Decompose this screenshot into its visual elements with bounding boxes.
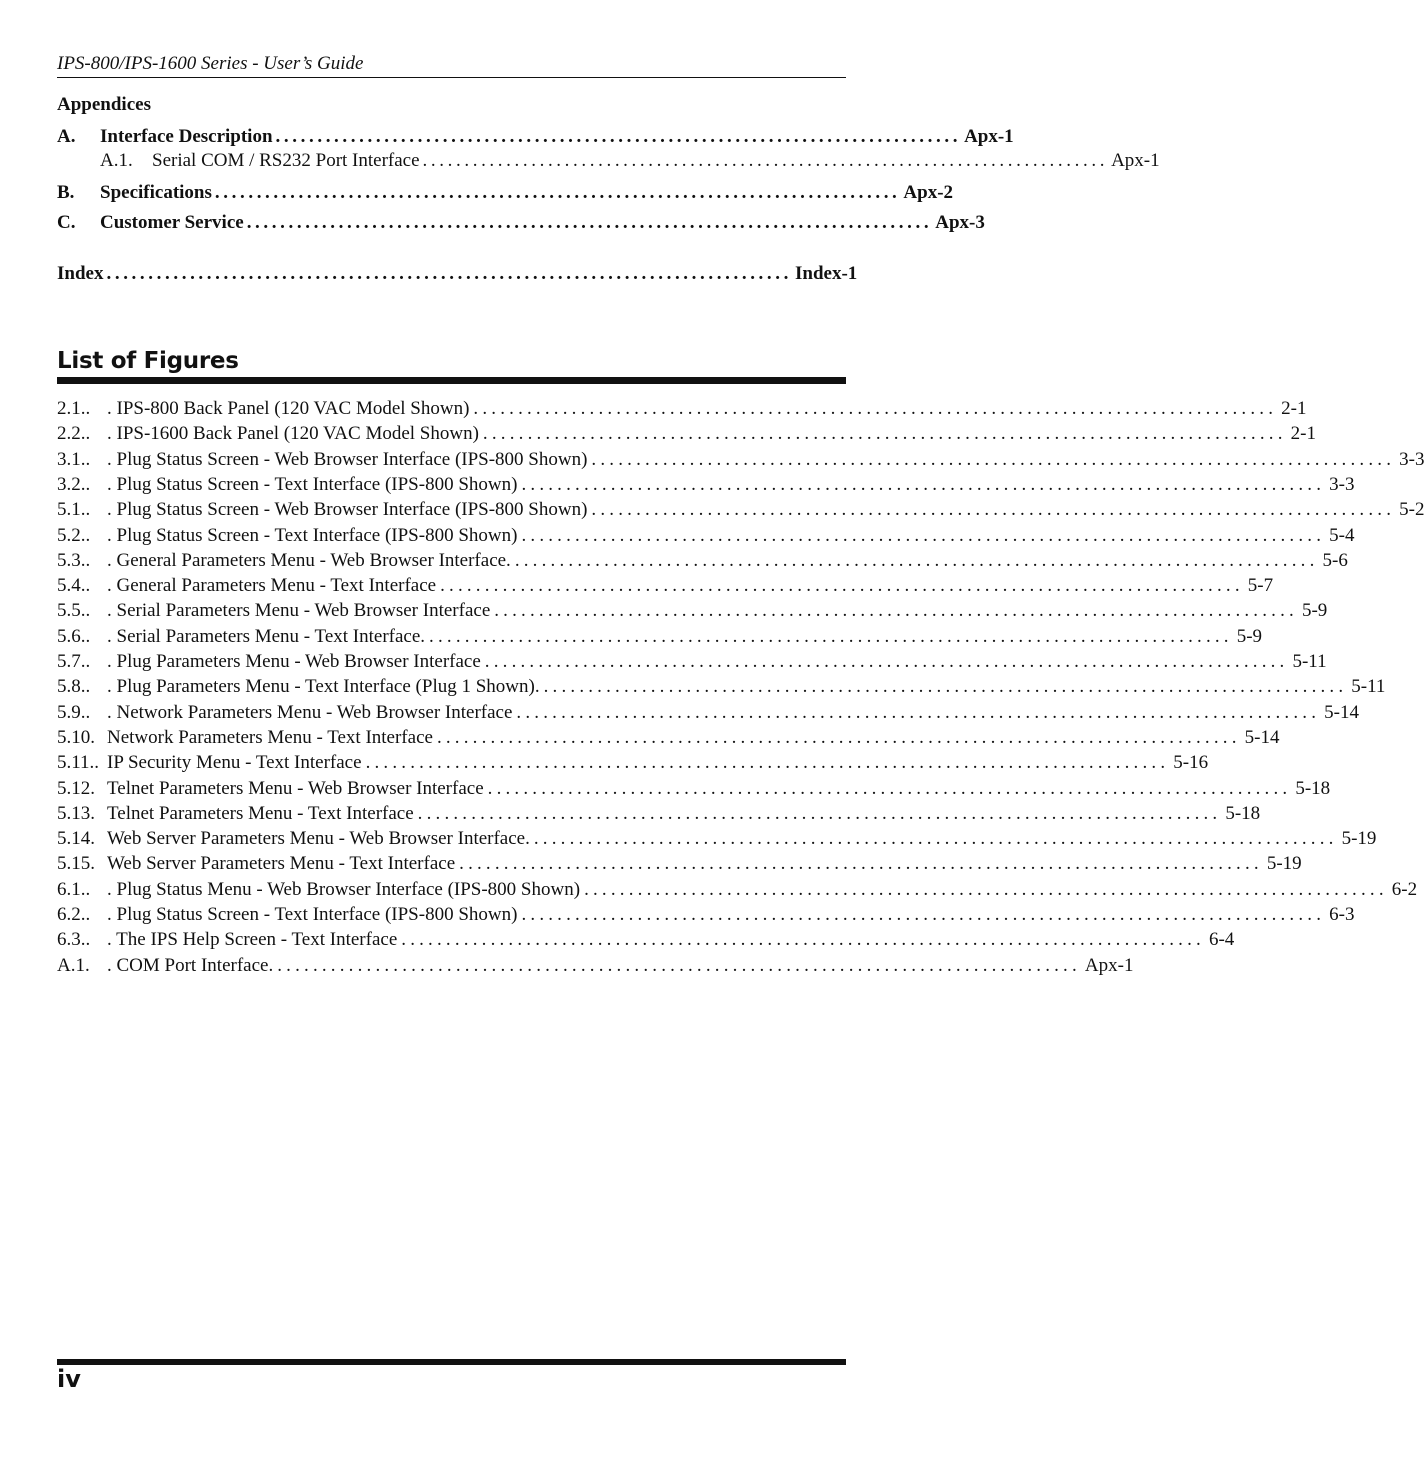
figure-entry[interactable] — [57, 852, 1302, 876]
figure-page: 6-2 — [1391, 878, 1418, 900]
figure-page: 5-16 — [1173, 752, 1209, 774]
dot-leader: .................................................................................. — [214, 182, 901, 203]
toc-entry-title: Serial COM / RS232 Port Interface — [152, 150, 420, 171]
appendices-heading: Appendices — [57, 94, 151, 115]
figure-entry[interactable] — [57, 524, 1355, 548]
toc-entry-page: Apx-3 — [935, 212, 985, 233]
dot-leader: .................................................................................. — [275, 126, 962, 147]
figure-title: . IPS-1600 Back Panel (120 VAC Model Shown) — [107, 423, 479, 445]
figure-number: A.1. — [57, 954, 90, 976]
dot-leader: .......................................................................................... — [365, 752, 1170, 774]
figure-number: 5.9.. — [57, 701, 91, 723]
figure-title: . Serial Parameters Menu - Web Browser Interface — [107, 600, 491, 622]
figure-page: 6-3 — [1329, 904, 1355, 925]
figure-page: 5-7 — [1247, 575, 1274, 597]
figure-number: 2.2.. — [57, 423, 91, 445]
figure-page: 2-1 — [1290, 423, 1316, 445]
toc-entry-title: Interface Description — [100, 126, 273, 147]
figure-number: 2.1.. — [57, 398, 91, 419]
figure-title: . IPS-800 Back Panel (120 VAC Model Shown) — [107, 398, 470, 419]
figure-title: . General Parameters Menu - Web Browser Interface. — [107, 549, 511, 571]
figure-page: 5-6 — [1322, 549, 1348, 571]
toc-entry-letter: A. — [57, 126, 76, 147]
figure-title: . Plug Status Menu - Web Browser Interface (IPS-800 Shown) — [107, 878, 581, 900]
dot-leader: .......................................................................................... — [484, 651, 1289, 672]
toc-entry-letter: B. — [57, 182, 75, 203]
dot-leader: .......................................................................................... — [521, 904, 1326, 925]
dot-leader: .......................................................................................... — [533, 828, 1338, 850]
dot-leader: .......................................................................................... — [521, 524, 1326, 546]
toc-subentry-serial-com[interactable] — [100, 149, 1160, 173]
dot-leader: .......................................................................................... — [584, 878, 1388, 900]
toc-entry-customer-service[interactable] — [57, 211, 985, 235]
dot-leader: .................................................................................. — [422, 150, 1109, 171]
figure-entry[interactable] — [57, 498, 1424, 522]
dot-leader: .................................................................................. — [106, 263, 792, 284]
toc-entry-letter: C. — [57, 212, 76, 233]
figure-title: . Plug Status Screen - Text Interface (IPS-800 Shown) — [107, 473, 518, 495]
figure-page: 5-14 — [1244, 726, 1280, 748]
dot-leader: .................................................................................. — [246, 212, 933, 233]
figure-title: . Plug Status Screen - Text Interface (IPS-800 Shown) — [107, 524, 518, 546]
figure-entry[interactable] — [57, 726, 1280, 750]
figure-number: 6.2.. — [57, 904, 91, 925]
figure-number: 5.4.. — [57, 575, 91, 597]
figure-title: . Plug Status Screen - Web Browser Interface (IPS-800 Shown) — [107, 499, 588, 521]
figure-entry[interactable] — [57, 827, 1377, 851]
figure-number: 5.15. — [57, 853, 95, 875]
figure-entry[interactable] — [57, 802, 1261, 826]
figure-title: . Plug Parameters Menu - Web Browser Interface — [107, 651, 481, 672]
figure-title: Telnet Parameters Menu - Web Browser Interface — [107, 777, 484, 799]
dot-leader: .......................................................................................... — [440, 575, 1244, 597]
list-of-figures-heading: List of Figures — [57, 348, 239, 374]
figure-entry[interactable] — [57, 928, 1235, 952]
figure-entry[interactable] — [57, 625, 1263, 649]
figure-title: Telnet Parameters Menu - Text Interface — [107, 802, 414, 824]
figure-title: . General Parameters Menu - Text Interface — [107, 575, 437, 597]
toc-entry-index[interactable] — [57, 262, 858, 286]
figure-number: 5.14. — [57, 828, 95, 850]
figure-number: 5.5.. — [57, 600, 91, 622]
figure-title: IP Security Menu - Text Interface — [107, 752, 362, 774]
figure-number: 3.1.. — [57, 448, 91, 470]
figure-number: 5.8.. — [57, 676, 91, 698]
toc-entry-page: Apx-1 — [1111, 150, 1160, 171]
toc-entry-specifications[interactable] — [57, 181, 954, 205]
toc-entry-title: Customer Service — [100, 212, 244, 233]
dot-leader: .......................................................................................... — [429, 625, 1233, 647]
figure-entry[interactable] — [57, 650, 1327, 674]
figure-title: . COM Port Interface. — [107, 954, 274, 976]
figure-number: 5.6.. — [57, 625, 91, 647]
figure-entry[interactable] — [57, 549, 1348, 573]
figure-entry[interactable] — [57, 878, 1418, 902]
figure-entry[interactable] — [57, 574, 1274, 598]
dot-leader: .......................................................................................... — [482, 423, 1287, 445]
figure-entry[interactable] — [57, 448, 1424, 472]
figure-page: 5-18 — [1225, 802, 1261, 824]
dot-leader: .......................................................................................... — [516, 701, 1321, 723]
section-rule — [57, 377, 846, 384]
dot-leader: .......................................................................................... — [591, 499, 1396, 521]
dot-leader: .......................................................................................... — [514, 549, 1319, 571]
footer-rule — [57, 1359, 846, 1365]
dot-leader: .......................................................................................... — [401, 929, 1205, 951]
figure-entry[interactable] — [57, 903, 1355, 927]
dot-leader: .......................................................................................... — [417, 802, 1222, 824]
toc-entry-number: A.1. — [100, 150, 133, 171]
figure-title: . Serial Parameters Menu - Text Interface. — [107, 625, 426, 647]
figure-page: 5-14 — [1324, 701, 1359, 723]
figure-page: 5-19 — [1266, 853, 1302, 875]
figure-number: 5.1.. — [57, 499, 91, 521]
figure-title: Web Server Parameters Menu - Web Browser Interface. — [107, 828, 530, 850]
figure-number: 5.12. — [57, 777, 95, 799]
toc-entry-page: Apx-1 — [964, 126, 1014, 147]
figure-number: 5.10. — [57, 726, 95, 748]
figure-page: 6-4 — [1208, 929, 1235, 951]
dot-leader: .......................................................................................... — [277, 954, 1081, 976]
figure-title: . Plug Parameters Menu - Text Interface (Plug 1 Shown). — [107, 676, 540, 698]
figure-title: . The IPS Help Screen - Text Interface — [107, 929, 398, 951]
figure-page: 2-1 — [1281, 398, 1307, 419]
figure-number: 5.2.. — [57, 524, 91, 546]
dot-leader: .......................................................................................... — [473, 398, 1278, 419]
page-number: iv — [57, 1365, 81, 1393]
figure-page: 5-19 — [1341, 828, 1377, 850]
figure-entry[interactable] — [57, 599, 1328, 623]
figure-title: . Network Parameters Menu - Web Browser Interface — [107, 701, 513, 723]
figure-number: 5.11.. — [57, 752, 100, 774]
toc-entry-title: Specifications — [100, 182, 212, 203]
dot-leader: .......................................................................................... — [436, 726, 1241, 748]
figure-entry[interactable] — [57, 954, 1134, 978]
figure-page: 5-11 — [1351, 676, 1386, 698]
figure-title: . Plug Status Screen - Web Browser Interface (IPS-800 Shown) — [107, 448, 588, 470]
figure-page: 5-18 — [1295, 777, 1331, 799]
dot-leader: .......................................................................................... — [521, 473, 1326, 495]
figure-entry[interactable] — [57, 777, 1331, 801]
figure-entry[interactable] — [57, 397, 1307, 421]
figure-page: 5-2 — [1399, 499, 1424, 521]
figure-entry[interactable] — [57, 701, 1359, 725]
figure-number: 6.1.. — [57, 878, 91, 900]
figure-page: 3-3 — [1399, 448, 1424, 470]
figure-page: 5-4 — [1329, 524, 1355, 546]
dot-leader: .......................................................................................... — [487, 777, 1292, 799]
dot-leader: .......................................................................................... — [543, 676, 1348, 698]
dot-leader: .......................................................................................... — [459, 853, 1263, 875]
figure-number: 5.13. — [57, 802, 95, 824]
dot-leader: .......................................................................................... — [494, 600, 1298, 622]
figure-entry[interactable] — [57, 675, 1386, 699]
figure-title: Web Server Parameters Menu - Text Interface — [107, 853, 456, 875]
figure-title: Network Parameters Menu - Text Interface — [107, 726, 433, 748]
running-header: IPS-800/IPS-1600 Series - User’s Guide — [57, 52, 846, 78]
figure-page: 3-3 — [1329, 473, 1355, 495]
toc-entry-page: Index-1 — [795, 263, 858, 284]
figure-page: 5-9 — [1236, 625, 1263, 647]
figure-entry[interactable] — [57, 751, 1209, 775]
toc-entry-page: Apx-2 — [903, 182, 954, 203]
figure-entry[interactable] — [57, 473, 1355, 497]
figure-number: 3.2.. — [57, 473, 91, 495]
figure-page: 5-11 — [1292, 651, 1327, 672]
figure-page: 5-9 — [1301, 600, 1328, 622]
figure-entry[interactable] — [57, 422, 1316, 446]
toc-entry-title: Index — [57, 263, 104, 284]
figure-title: . Plug Status Screen - Text Interface (IPS-800 Shown) — [107, 904, 518, 925]
figure-number: 5.3.. — [57, 549, 91, 571]
dot-leader: .......................................................................................... — [591, 448, 1396, 470]
figure-page: Apx-1 — [1084, 954, 1134, 976]
figure-number: 5.7.. — [57, 651, 91, 672]
toc-entry-interface-description[interactable] — [57, 125, 1014, 149]
figure-number: 6.3.. — [57, 929, 91, 951]
